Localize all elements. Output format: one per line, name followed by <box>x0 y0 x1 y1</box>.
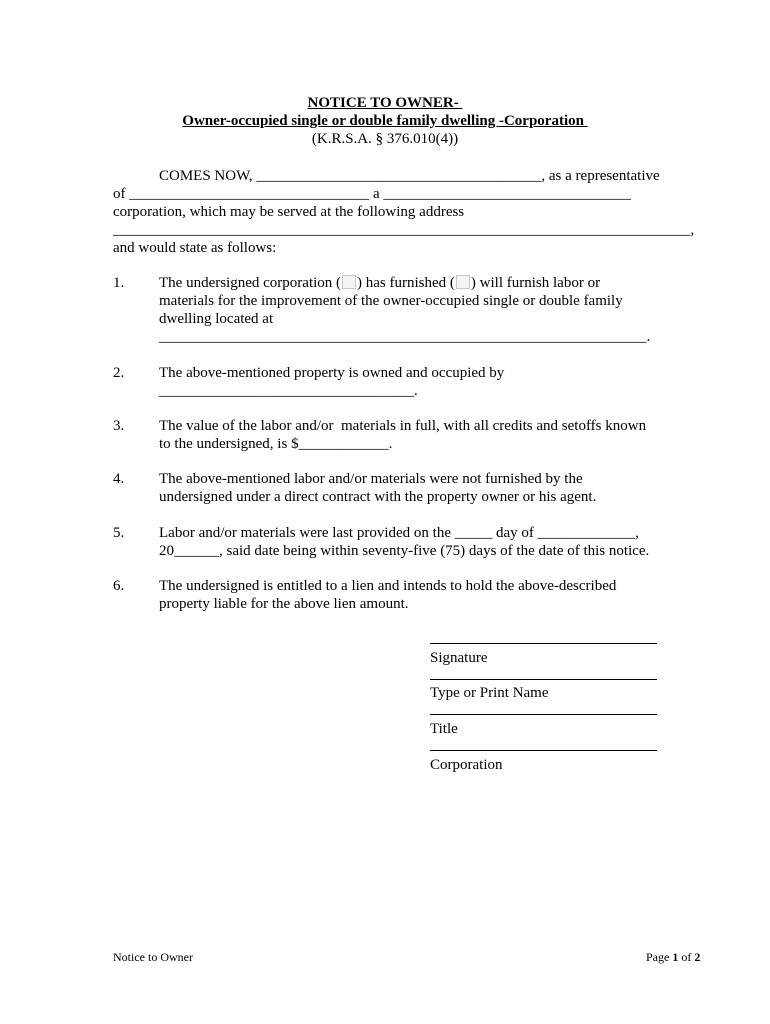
item-number: 5. <box>113 525 125 541</box>
item-1-line-1 <box>159 274 600 292</box>
intro-comma: , <box>690 222 695 238</box>
intro-a: a <box>369 186 384 202</box>
item-6-line-2: property liable for the above lien amount. <box>159 596 409 612</box>
intro-comes-now: COMES NOW, <box>159 168 257 184</box>
page-of: of <box>678 950 695 964</box>
lien-amount-line[interactable]: to the undersigned, is $____________. <box>159 436 393 452</box>
title-line[interactable] <box>430 714 657 715</box>
year-line[interactable]: 20______, said date being within seventy-five (75) days of the date of this notice. <box>159 543 650 559</box>
footer-page-number <box>646 950 700 965</box>
page-total: 2 <box>694 950 701 964</box>
signature-line[interactable] <box>430 643 657 644</box>
item-number: 3. <box>113 418 125 434</box>
title-label: Title <box>430 721 458 737</box>
intro-of: of <box>113 186 130 202</box>
item-1-text-c: ) will furnish labor or <box>470 275 601 291</box>
will-furnish-checkbox[interactable] <box>456 275 470 289</box>
item-1-line-2: materials for the improvement of the owner-occupied single or double family <box>159 293 623 309</box>
signature-label: Signature <box>430 650 488 666</box>
intro-representative-text: , as a representative <box>541 168 660 184</box>
owner-name-blank[interactable]: __________________________________. <box>159 383 418 399</box>
page-prefix: Page <box>646 950 673 964</box>
intro-line-5: and would state as follows: <box>113 240 277 256</box>
dwelling-location-blank[interactable]: _________________________________________________________________. <box>159 329 651 345</box>
corporation-name-blank[interactable]: ________________________________ <box>129 186 370 202</box>
corporation-label: Corporation <box>430 757 503 773</box>
page-current: 1 <box>672 950 679 964</box>
item-4-line-2: undersigned under a direct contract with the property owner or his agent. <box>159 489 597 505</box>
service-address-blank[interactable]: _____________________________________________________________________________ <box>113 222 691 238</box>
intro-line-4 <box>113 221 694 239</box>
item-1-line-3: dwelling located at <box>159 311 274 327</box>
last-provided-date-line[interactable]: Labor and/or materials were last provided on the _____ day of _____________, <box>159 525 639 541</box>
intro-line-1 <box>159 167 660 185</box>
document-title: NOTICE TO OWNER- <box>307 95 463 111</box>
intro-line-2 <box>113 185 631 203</box>
item-number: 1. <box>113 275 125 291</box>
item-number: 2. <box>113 365 125 381</box>
has-furnished-checkbox[interactable] <box>342 275 356 289</box>
item-4-line-1: The above-mentioned labor and/or materials were not furnished by the <box>159 471 583 487</box>
intro-line-3: corporation, which may be served at the following address <box>113 204 465 220</box>
corporation-line[interactable] <box>430 750 657 751</box>
item-3-line-1: The value of the labor and/or materials in full, with all credits and setoffs known <box>159 418 647 434</box>
print-name-line[interactable] <box>430 679 657 680</box>
item-6-line-1: The undersigned is entitled to a lien and intends to hold the above-described <box>159 578 617 594</box>
document-subtitle: Owner-occupied single or double family dwelling -Corporation <box>182 113 588 129</box>
representative-name-blank[interactable]: ______________________________________ <box>256 168 542 184</box>
corporation-state-blank[interactable]: _________________________________ <box>383 186 631 202</box>
item-1-text-a: The undersigned corporation ( <box>159 275 342 291</box>
item-2-line-1: The above-mentioned property is owned and occupied by <box>159 365 505 381</box>
print-name-label: Type or Print Name <box>430 685 549 701</box>
item-number: 4. <box>113 471 125 487</box>
statute-citation: (K.R.S.A. § 376.010(4)) <box>311 131 459 147</box>
item-number: 6. <box>113 578 125 594</box>
item-1-text-b: ) has furnished ( <box>357 275 455 291</box>
footer-doc-name: Notice to Owner <box>113 950 193 964</box>
